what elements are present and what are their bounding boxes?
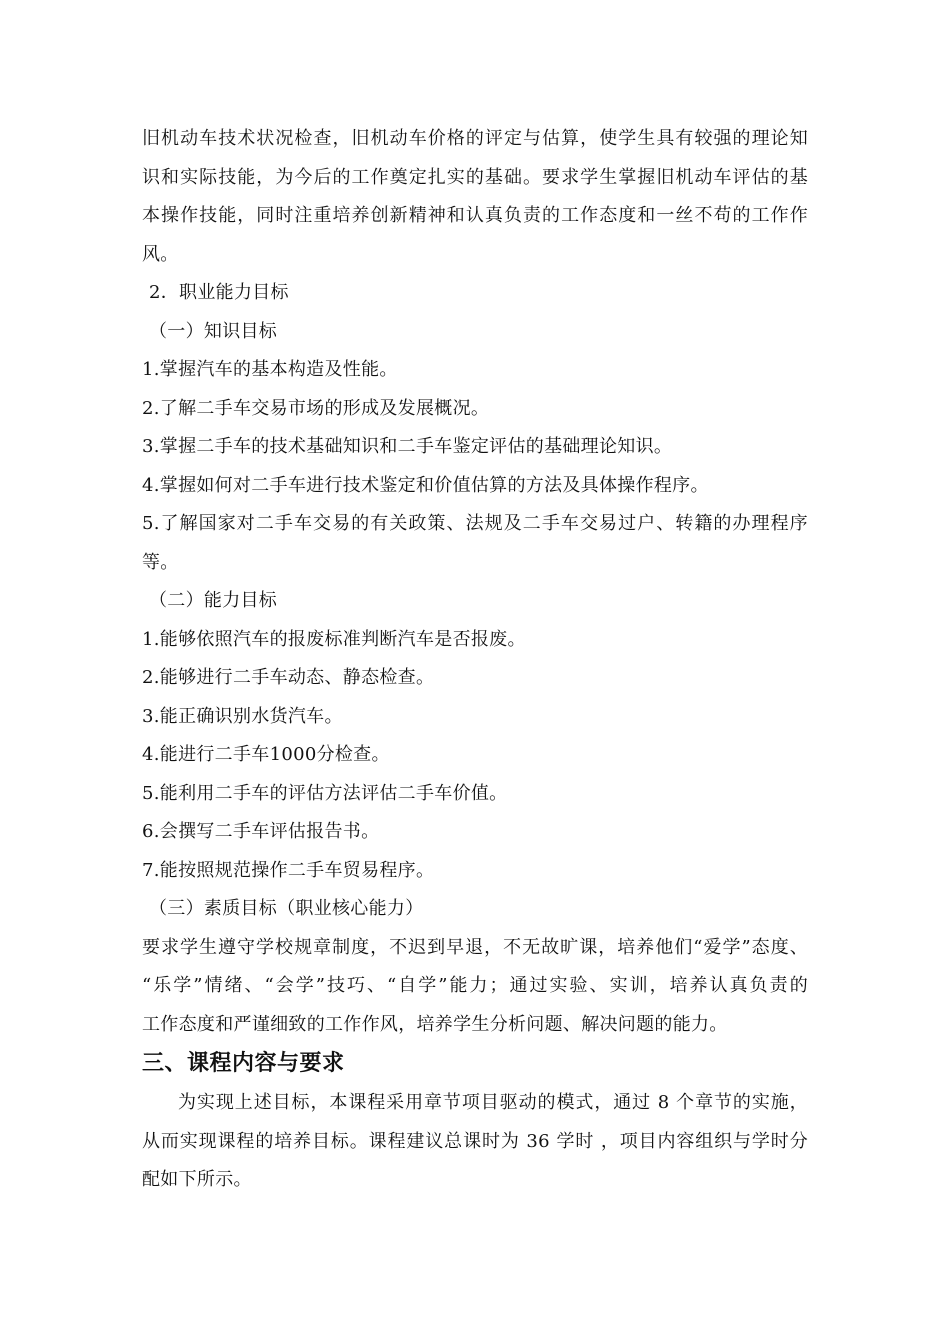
knowledge-item-3: 3.掌握二手车的技术基础知识和二手车鉴定评估的基础理论知识。: [142, 436, 673, 457]
knowledge-item-5: 5.了解国家对二手车交易的有关政策、法规及二手车交易过户、转籍的办理程序: [142, 513, 808, 534]
knowledge-item-1: 1.掌握汽车的基本构造及性能。: [142, 359, 398, 380]
skills-item-7: 7.能按照规范操作二手车贸易程序。: [142, 859, 435, 881]
knowledge-item-2: 2.了解二手车交易市场的形成及发展概况。: [142, 397, 490, 419]
section-line-3: 配如下所示。: [142, 1169, 252, 1190]
section-heading: 三、课程内容与要求: [142, 1051, 345, 1076]
document-page: [142, 120, 808, 1200]
quality-line-1: 要求学生遵守学校规章制度，不迟到早退，不无故旷课，培养他们“爱学”态度、: [142, 936, 808, 958]
intro-line-2: 识和实际技能，为今后的工作奠定扎实的基础。要求学生掌握旧机动车评估的基: [142, 166, 808, 188]
quality-title: （三）素质目标（职业核心能力）: [149, 898, 424, 919]
skills-item-4: 4.能进行二手车1000分检查。: [142, 744, 390, 765]
skills-item-6: 6.会撰写二手车评估报告书。: [142, 821, 380, 842]
skills-item-3: 3.能正确识别水货汽车。: [142, 705, 343, 727]
intro-line-3: 本操作技能，同时注重培养创新精神和认真负责的工作态度和一丝不苟的工作作: [142, 205, 808, 226]
intro-line-4: 风。: [142, 243, 179, 265]
knowledge-title: （一）知识目标: [149, 320, 278, 342]
section-line-1: 为实现上述目标，本课程采用章节项目驱动的模式，通过 8 个章节的实施，: [178, 1092, 808, 1113]
knowledge-item-4: 4.掌握如何对二手车进行技术鉴定和价值估算的方法及具体操作程序。: [142, 474, 709, 496]
skills-item-5: 5.能利用二手车的评估方法评估二手车价值。: [142, 782, 508, 804]
quality-line-3: 工作态度和严谨细致的工作作风，培养学生分析问题、解决问题的能力。: [142, 1013, 728, 1035]
intro-line-1: 旧机动车技术状况检查，旧机动车价格的评定与估算，使学生具有较强的理论知: [142, 128, 808, 149]
skills-item-1: 1.能够依照汽车的报废标准判断汽车是否报废。: [142, 628, 526, 650]
skills-item-2: 2.能够进行二手车动态、静态检查。: [142, 667, 435, 688]
section-line-2: 从而实现课程的培养目标。课程建议总课时为 36 学时 ，项目内容组织与学时分: [142, 1130, 808, 1152]
knowledge-item-5-cont: 等。: [142, 551, 179, 573]
skills-title: （二）能力目标: [149, 590, 278, 611]
ability-goal-title: 2．职业能力目标: [149, 282, 289, 303]
quality-line-2: “乐学”情绪、“会学”技巧、“自学”能力；通过实验、实训，培养认真负责的: [142, 975, 808, 996]
